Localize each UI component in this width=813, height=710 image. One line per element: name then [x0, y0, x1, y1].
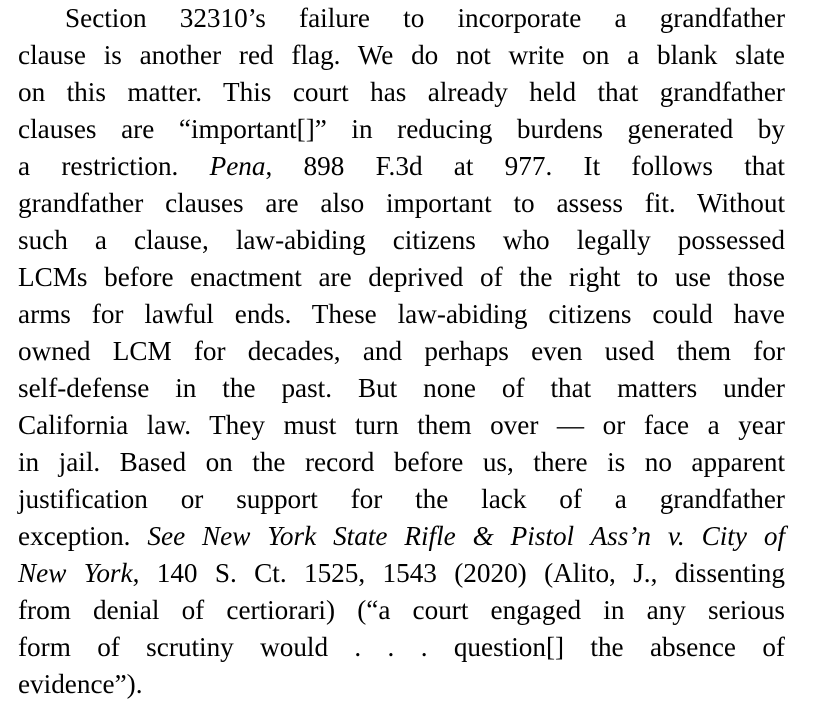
text-line — [18, 444, 785, 480]
text-line — [18, 592, 785, 628]
text-line — [18, 111, 785, 147]
text-line — [18, 37, 785, 73]
text-line — [18, 629, 785, 665]
body-text: owned LCM for decades, and perhaps even used them for — [18, 336, 785, 366]
text-line — [18, 185, 785, 221]
body-text: exception. — [18, 521, 148, 551]
text-line — [18, 296, 785, 332]
body-text: in jail. Based on the record before us, there is no apparent — [18, 447, 785, 477]
body-text: California law. They must turn them over — or face a year — [18, 410, 785, 440]
body-text: such a clause, law-abiding citizens who legally possessed — [18, 225, 785, 255]
citation-text: New York — [18, 558, 133, 588]
body-text: form of scrutiny would . . . question[] the absence of — [18, 632, 785, 662]
citation-text: Pena — [209, 151, 266, 181]
text-line — [18, 518, 785, 554]
text-line — [18, 555, 785, 591]
text-line — [18, 666, 785, 702]
body-text: arms for lawful ends. These law-abiding citizens could have — [18, 299, 785, 329]
text-line — [18, 333, 785, 369]
text-line — [18, 148, 785, 184]
body-text: LCMs before enactment are deprived of the right to use those — [18, 262, 785, 292]
text-line — [18, 407, 785, 443]
body-text: evidence”). — [18, 669, 143, 699]
text-line — [18, 74, 785, 110]
body-text: , 140 S. Ct. 1525, 1543 (2020) (Alito, J., dissenting — [132, 558, 785, 588]
citation-text: See New York State Rifle & Pistol Ass’n v. City of — [147, 521, 785, 551]
text-line — [18, 259, 785, 295]
text-line — [18, 481, 785, 517]
body-text: Section 32310’s failure to incorporate a grandfather — [65, 3, 785, 33]
body-text: on this matter. This court has already held that grandfather — [18, 77, 785, 107]
body-text: clauses are “important[]” in reducing burdens generated by — [18, 114, 785, 144]
body-text: , 898 F.3d at 977. It follows that — [265, 151, 785, 181]
text-line — [65, 0, 785, 36]
text-line — [18, 370, 785, 406]
text-line — [18, 222, 785, 258]
body-text: from denial of certiorari) (“a court engaged in any serious — [18, 595, 785, 625]
body-text: grandfather clauses are also important to assess fit. Without — [18, 188, 785, 218]
body-text: self-defense in the past. But none of that matters under — [18, 373, 785, 403]
body-text: a restriction. — [18, 151, 210, 181]
body-text: justification or support for the lack of a grandfather — [18, 484, 785, 514]
body-text: clause is another red flag. We do not write on a blank slate — [18, 40, 785, 70]
